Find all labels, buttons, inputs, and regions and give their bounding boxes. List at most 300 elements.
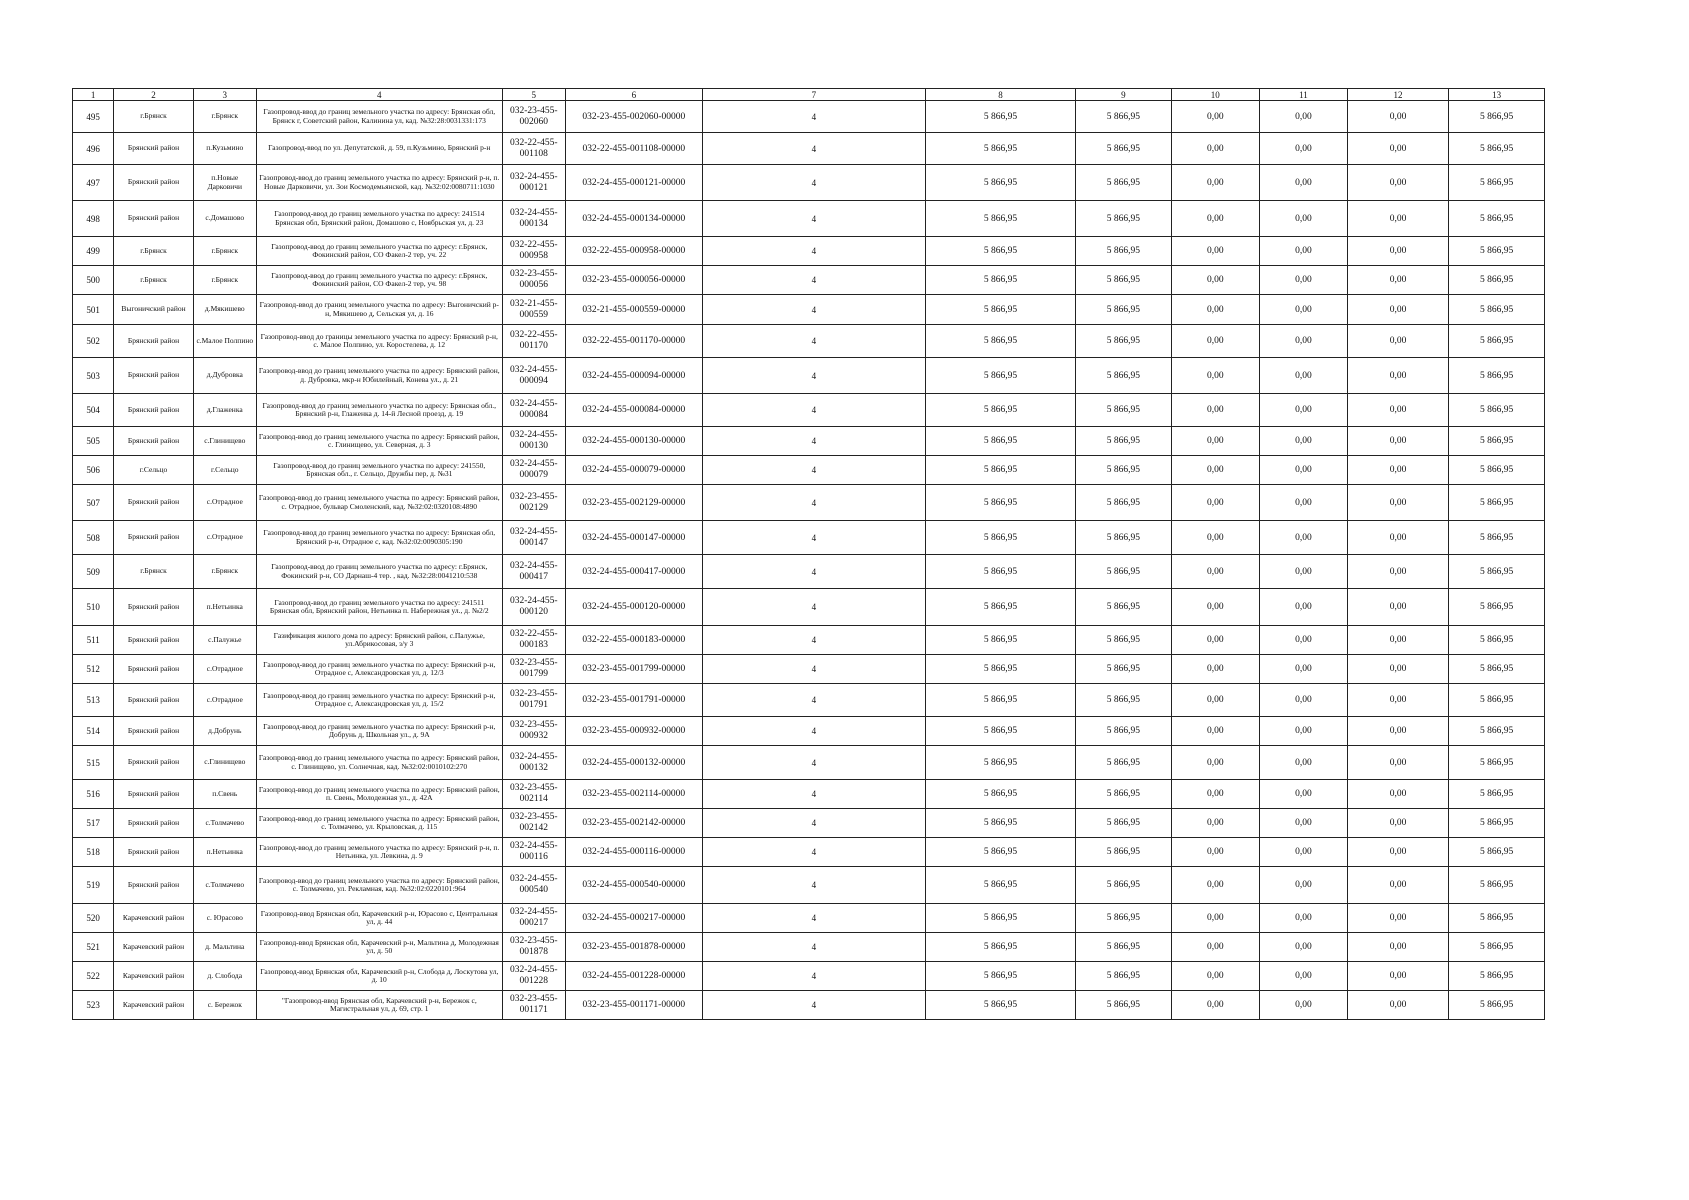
description-cell: Газопровод-ввод Брянская обл, Карачевский р-н, Мальтина д, Молодежная ул, д. 50: [256, 933, 502, 962]
description-cell: "Газопровод-ввод Брянская обл, Карачевский р-н, Бережок с, Магистральная ул, д. 69, стр. 1: [256, 991, 502, 1020]
amount-cell: 0,00: [1347, 655, 1448, 684]
row-number: 509: [73, 555, 114, 589]
table-row: [73, 991, 1545, 1020]
quantity-cell: 4: [702, 201, 925, 237]
short-code-cell: 032-23-455-001799: [502, 655, 565, 684]
object-code-cell: 032-23-455-002060-00000: [565, 101, 702, 133]
amount-cell: 0,00: [1171, 809, 1259, 838]
locality-cell: с.Домашово: [193, 201, 256, 237]
object-code-cell: 032-24-455-000147-00000: [565, 521, 702, 555]
amount-cell: 5 866,95: [1076, 133, 1172, 165]
district-cell: г.Брянск: [114, 237, 193, 266]
total-cell: 5 866,95: [1449, 165, 1545, 201]
quantity-cell: 4: [702, 555, 925, 589]
district-cell: Брянский район: [114, 838, 193, 867]
object-code-cell: 032-22-455-000958-00000: [565, 237, 702, 266]
row-number: 505: [73, 427, 114, 456]
total-cell: 5 866,95: [1449, 485, 1545, 521]
description-cell: Газопровод-ввод до границ земельного участка по адресу: г.Брянск, Фокинский р-н, СО Дарнаш-4 тер. , кад. №32:28:0041210:538: [256, 555, 502, 589]
total-cell: 5 866,95: [1449, 201, 1545, 237]
row-number: 517: [73, 809, 114, 838]
amount-cell: 0,00: [1171, 237, 1259, 266]
amount-cell: 5 866,95: [925, 237, 1075, 266]
row-number: 503: [73, 358, 114, 394]
amount-cell: 0,00: [1259, 684, 1347, 717]
row-number: 500: [73, 266, 114, 295]
amount-cell: 5 866,95: [925, 904, 1075, 933]
table-row: [73, 358, 1545, 394]
data-table: [72, 88, 1545, 1020]
description-cell: Газопровод-ввод по ул. Депутатской, д. 59, п.Кузьмино, Брянский р-н: [256, 133, 502, 165]
description-cell: Газопровод-ввод до границы земельного участка по адресу: Брянский р-н, с. Малое Полпино, ул. Коростелева, д. 12: [256, 325, 502, 358]
amount-cell: 0,00: [1171, 717, 1259, 746]
column-header: 6: [565, 89, 702, 101]
row-number: 507: [73, 485, 114, 521]
amount-cell: 5 866,95: [1076, 780, 1172, 809]
amount-cell: 5 866,95: [925, 933, 1075, 962]
amount-cell: 5 866,95: [1076, 809, 1172, 838]
amount-cell: 5 866,95: [925, 358, 1075, 394]
row-number: 499: [73, 237, 114, 266]
description-cell: Газификация жилого дома по адресу: Брянский район, с.Палужье, ул.Абрикосовая, з/у 3: [256, 626, 502, 655]
locality-cell: с.Отрадное: [193, 521, 256, 555]
amount-cell: 0,00: [1259, 133, 1347, 165]
row-number: 514: [73, 717, 114, 746]
amount-cell: 5 866,95: [925, 394, 1075, 427]
row-number: 501: [73, 295, 114, 325]
row-number: 502: [73, 325, 114, 358]
total-cell: 5 866,95: [1449, 555, 1545, 589]
row-number: 498: [73, 201, 114, 237]
amount-cell: 5 866,95: [1076, 394, 1172, 427]
amount-cell: 5 866,95: [1076, 485, 1172, 521]
district-cell: Брянский район: [114, 684, 193, 717]
quantity-cell: 4: [702, 427, 925, 456]
amount-cell: 5 866,95: [1076, 521, 1172, 555]
locality-cell: с.Толмачево: [193, 867, 256, 904]
table-row: [73, 456, 1545, 485]
object-code-cell: 032-23-455-002129-00000: [565, 485, 702, 521]
amount-cell: 0,00: [1347, 201, 1448, 237]
object-code-cell: 032-21-455-000559-00000: [565, 295, 702, 325]
district-cell: Карачевский район: [114, 962, 193, 991]
description-cell: Газопровод-ввод до границ земельного участка по адресу: 241514 Брянская обл, Брянский район, Домашово с, Ноябрьская ул, д. 23: [256, 201, 502, 237]
district-cell: Брянский район: [114, 521, 193, 555]
amount-cell: 0,00: [1171, 456, 1259, 485]
amount-cell: 5 866,95: [1076, 867, 1172, 904]
description-cell: Газопровод-ввод до границ земельного участка по адресу: Брянский р-н, Отрадное с, Александровская ул, д. 12/3: [256, 655, 502, 684]
district-cell: Брянский район: [114, 867, 193, 904]
locality-cell: г.Брянск: [193, 101, 256, 133]
column-header: 10: [1171, 89, 1259, 101]
quantity-cell: 4: [702, 237, 925, 266]
column-header: 9: [1076, 89, 1172, 101]
total-cell: 5 866,95: [1449, 717, 1545, 746]
amount-cell: 0,00: [1171, 626, 1259, 655]
object-code-cell: 032-24-455-000130-00000: [565, 427, 702, 456]
amount-cell: 0,00: [1171, 655, 1259, 684]
amount-cell: 0,00: [1259, 101, 1347, 133]
amount-cell: 5 866,95: [925, 809, 1075, 838]
district-cell: Брянский район: [114, 655, 193, 684]
amount-cell: 0,00: [1171, 780, 1259, 809]
short-code-cell: 032-24-455-000132: [502, 746, 565, 780]
row-number: 520: [73, 904, 114, 933]
amount-cell: 0,00: [1347, 165, 1448, 201]
object-code-cell: 032-23-455-001799-00000: [565, 655, 702, 684]
total-cell: 5 866,95: [1449, 809, 1545, 838]
description-cell: Газопровод-ввод до границ земельного участка по адресу: Выгоничский р-н, Мякишево д, Сельская ул, д. 16: [256, 295, 502, 325]
district-cell: Брянский район: [114, 133, 193, 165]
quantity-cell: 4: [702, 358, 925, 394]
amount-cell: 0,00: [1347, 555, 1448, 589]
district-cell: Брянский район: [114, 780, 193, 809]
table-row: [73, 394, 1545, 427]
short-code-cell: 032-23-455-002060: [502, 101, 565, 133]
total-cell: 5 866,95: [1449, 589, 1545, 626]
amount-cell: 5 866,95: [1076, 427, 1172, 456]
total-cell: 5 866,95: [1449, 427, 1545, 456]
table-row: [73, 485, 1545, 521]
locality-cell: п.Нетьинка: [193, 838, 256, 867]
object-code-cell: 032-22-455-001108-00000: [565, 133, 702, 165]
table-row: [73, 746, 1545, 780]
amount-cell: 5 866,95: [1076, 962, 1172, 991]
total-cell: 5 866,95: [1449, 101, 1545, 133]
amount-cell: 5 866,95: [925, 991, 1075, 1020]
amount-cell: 5 866,95: [925, 684, 1075, 717]
district-cell: Брянский район: [114, 427, 193, 456]
column-header: 5: [502, 89, 565, 101]
total-cell: 5 866,95: [1449, 295, 1545, 325]
amount-cell: 0,00: [1259, 266, 1347, 295]
description-cell: Газопровод-ввод до границ земельного участка по адресу: Брянская обл, Брянский р-н, Отрадное с, кад. №32:02:0090305:190: [256, 521, 502, 555]
locality-cell: д.Мякишево: [193, 295, 256, 325]
district-cell: Карачевский район: [114, 933, 193, 962]
amount-cell: 0,00: [1171, 101, 1259, 133]
amount-cell: 0,00: [1347, 626, 1448, 655]
locality-cell: г.Сельцо: [193, 456, 256, 485]
quantity-cell: 4: [702, 521, 925, 555]
amount-cell: 0,00: [1171, 867, 1259, 904]
amount-cell: 0,00: [1259, 555, 1347, 589]
description-cell: Газопровод-ввод до границ земельного участка по адресу: Брянский район, п. Свень, Молодежная ул., д. 42А: [256, 780, 502, 809]
amount-cell: 0,00: [1259, 521, 1347, 555]
description-cell: Газопровод-ввод до границ земельного участка по адресу: Брянский р-н, п. Нетьинка, ул. Левкина, д. 9: [256, 838, 502, 867]
table-row: [73, 521, 1545, 555]
amount-cell: 0,00: [1347, 589, 1448, 626]
amount-cell: 0,00: [1171, 991, 1259, 1020]
row-number: 497: [73, 165, 114, 201]
short-code-cell: 032-23-455-002114: [502, 780, 565, 809]
short-code-cell: 032-24-455-000217: [502, 904, 565, 933]
quantity-cell: 4: [702, 325, 925, 358]
quantity-cell: 4: [702, 133, 925, 165]
amount-cell: 5 866,95: [1076, 933, 1172, 962]
quantity-cell: 4: [702, 809, 925, 838]
amount-cell: 0,00: [1259, 485, 1347, 521]
locality-cell: с.Отрадное: [193, 655, 256, 684]
amount-cell: 5 866,95: [925, 201, 1075, 237]
district-cell: Выгоничский район: [114, 295, 193, 325]
table-row: [73, 427, 1545, 456]
object-code-cell: 032-24-455-000094-00000: [565, 358, 702, 394]
amount-cell: 5 866,95: [1076, 626, 1172, 655]
amount-cell: 0,00: [1347, 133, 1448, 165]
amount-cell: 5 866,95: [1076, 991, 1172, 1020]
total-cell: 5 866,95: [1449, 780, 1545, 809]
amount-cell: 0,00: [1347, 394, 1448, 427]
amount-cell: 5 866,95: [925, 325, 1075, 358]
amount-cell: 5 866,95: [1076, 684, 1172, 717]
row-number: 513: [73, 684, 114, 717]
district-cell: Брянский район: [114, 485, 193, 521]
amount-cell: 5 866,95: [925, 838, 1075, 867]
amount-cell: 5 866,95: [925, 485, 1075, 521]
short-code-cell: 032-23-455-001171: [502, 991, 565, 1020]
total-cell: 5 866,95: [1449, 933, 1545, 962]
amount-cell: 5 866,95: [925, 295, 1075, 325]
short-code-cell: 032-24-455-000120: [502, 589, 565, 626]
object-code-cell: 032-23-455-002142-00000: [565, 809, 702, 838]
locality-cell: с.Глинищево: [193, 746, 256, 780]
table-row: [73, 684, 1545, 717]
amount-cell: 0,00: [1259, 589, 1347, 626]
district-cell: Брянский район: [114, 394, 193, 427]
amount-cell: 5 866,95: [925, 555, 1075, 589]
object-code-cell: 032-24-455-000084-00000: [565, 394, 702, 427]
table-row: [73, 867, 1545, 904]
description-cell: Газопровод-ввод до границ земельного участка по адресу: Брянский район, с. Толмачево, ул. Рекламная, кад. №32:02:0220101:964: [256, 867, 502, 904]
quantity-cell: 4: [702, 684, 925, 717]
short-code-cell: 032-24-455-000134: [502, 201, 565, 237]
row-number: 522: [73, 962, 114, 991]
amount-cell: 0,00: [1259, 780, 1347, 809]
row-number: 518: [73, 838, 114, 867]
quantity-cell: 4: [702, 962, 925, 991]
object-code-cell: 032-24-455-000417-00000: [565, 555, 702, 589]
amount-cell: 0,00: [1171, 684, 1259, 717]
quantity-cell: 4: [702, 589, 925, 626]
short-code-cell: 032-24-455-000147: [502, 521, 565, 555]
table-row: [73, 717, 1545, 746]
amount-cell: 0,00: [1347, 933, 1448, 962]
column-header: 13: [1449, 89, 1545, 101]
quantity-cell: 4: [702, 101, 925, 133]
short-code-cell: 032-23-455-002142: [502, 809, 565, 838]
row-number: 512: [73, 655, 114, 684]
amount-cell: 0,00: [1171, 589, 1259, 626]
locality-cell: с.Отрадное: [193, 684, 256, 717]
short-code-cell: 032-24-455-000116: [502, 838, 565, 867]
amount-cell: 0,00: [1171, 201, 1259, 237]
short-code-cell: 032-24-455-000130: [502, 427, 565, 456]
column-header-row: [73, 89, 1545, 101]
object-code-cell: 032-24-455-000079-00000: [565, 456, 702, 485]
table-row: [73, 555, 1545, 589]
district-cell: г.Брянск: [114, 101, 193, 133]
row-number: 511: [73, 626, 114, 655]
total-cell: 5 866,95: [1449, 867, 1545, 904]
object-code-cell: 032-24-455-000116-00000: [565, 838, 702, 867]
amount-cell: 0,00: [1347, 101, 1448, 133]
amount-cell: 0,00: [1347, 684, 1448, 717]
description-cell: Газопровод-ввод до границ земельного участка по адресу: Брянский район, с. Глинищево, ул. Северная, д. 3: [256, 427, 502, 456]
amount-cell: 0,00: [1259, 165, 1347, 201]
amount-cell: 0,00: [1347, 991, 1448, 1020]
amount-cell: 0,00: [1171, 962, 1259, 991]
amount-cell: 0,00: [1347, 427, 1448, 456]
amount-cell: 5 866,95: [1076, 266, 1172, 295]
amount-cell: 0,00: [1171, 165, 1259, 201]
locality-cell: д.Глаженка: [193, 394, 256, 427]
amount-cell: 5 866,95: [1076, 165, 1172, 201]
district-cell: Брянский район: [114, 201, 193, 237]
amount-cell: 0,00: [1347, 266, 1448, 295]
quantity-cell: 4: [702, 991, 925, 1020]
amount-cell: 5 866,95: [925, 101, 1075, 133]
quantity-cell: 4: [702, 717, 925, 746]
amount-cell: 5 866,95: [1076, 589, 1172, 626]
short-code-cell: 032-24-455-000121: [502, 165, 565, 201]
short-code-cell: 032-23-455-002129: [502, 485, 565, 521]
short-code-cell: 032-22-455-001108: [502, 133, 565, 165]
locality-cell: п.Новые Дарковичи: [193, 165, 256, 201]
object-code-cell: 032-23-455-000932-00000: [565, 717, 702, 746]
total-cell: 5 866,95: [1449, 521, 1545, 555]
locality-cell: с. Юрасово: [193, 904, 256, 933]
amount-cell: 0,00: [1171, 485, 1259, 521]
amount-cell: 5 866,95: [1076, 555, 1172, 589]
description-cell: Газопровод-ввод до границ земельного участка по адресу: Брянский р-н, Отрадное с, Александровская ул, д. 15/2: [256, 684, 502, 717]
amount-cell: 0,00: [1171, 521, 1259, 555]
locality-cell: с.Малое Полпино: [193, 325, 256, 358]
locality-cell: г.Брянск: [193, 237, 256, 266]
table-row: [73, 101, 1545, 133]
quantity-cell: 4: [702, 165, 925, 201]
amount-cell: 0,00: [1171, 427, 1259, 456]
amount-cell: 5 866,95: [1076, 904, 1172, 933]
object-code-cell: 032-23-455-002114-00000: [565, 780, 702, 809]
amount-cell: 0,00: [1259, 717, 1347, 746]
short-code-cell: 032-22-455-001170: [502, 325, 565, 358]
amount-cell: 0,00: [1259, 746, 1347, 780]
row-number: 510: [73, 589, 114, 626]
object-code-cell: 032-23-455-001791-00000: [565, 684, 702, 717]
total-cell: 5 866,95: [1449, 358, 1545, 394]
total-cell: 5 866,95: [1449, 133, 1545, 165]
amount-cell: 5 866,95: [925, 427, 1075, 456]
row-number: 523: [73, 991, 114, 1020]
amount-cell: 5 866,95: [925, 717, 1075, 746]
column-header: 11: [1259, 89, 1347, 101]
row-number: 496: [73, 133, 114, 165]
object-code-cell: 032-24-455-000134-00000: [565, 201, 702, 237]
amount-cell: 5 866,95: [1076, 358, 1172, 394]
locality-cell: с.Отрадное: [193, 485, 256, 521]
table-row: [73, 655, 1545, 684]
quantity-cell: 4: [702, 266, 925, 295]
amount-cell: 0,00: [1259, 655, 1347, 684]
locality-cell: п.Кузьмино: [193, 133, 256, 165]
amount-cell: 0,00: [1171, 838, 1259, 867]
description-cell: Газопровод-ввод до границ земельного участка по адресу: Брянский район, д. Дубровка, мкр-н Юбилейный, Конева ул., д. 21: [256, 358, 502, 394]
district-cell: г.Сельцо: [114, 456, 193, 485]
short-code-cell: 032-22-455-000958: [502, 237, 565, 266]
quantity-cell: 4: [702, 838, 925, 867]
column-header: 4: [256, 89, 502, 101]
row-number: 508: [73, 521, 114, 555]
amount-cell: 0,00: [1171, 394, 1259, 427]
table-row: [73, 904, 1545, 933]
quantity-cell: 4: [702, 867, 925, 904]
table-row: [73, 626, 1545, 655]
total-cell: 5 866,95: [1449, 626, 1545, 655]
row-number: 515: [73, 746, 114, 780]
object-code-cell: 032-22-455-000183-00000: [565, 626, 702, 655]
amount-cell: 5 866,95: [925, 521, 1075, 555]
table-body: [73, 101, 1545, 1020]
short-code-cell: 032-23-455-000056: [502, 266, 565, 295]
short-code-cell: 032-24-455-000540: [502, 867, 565, 904]
amount-cell: 0,00: [1347, 358, 1448, 394]
row-number: 519: [73, 867, 114, 904]
object-code-cell: 032-24-455-000217-00000: [565, 904, 702, 933]
table-row: [73, 780, 1545, 809]
quantity-cell: 4: [702, 626, 925, 655]
description-cell: Газопровод-ввод до границ земельного участка по адресу: г.Брянск, Фокинский район, СО Факел-2 тер, уч. 98: [256, 266, 502, 295]
total-cell: 5 866,95: [1449, 237, 1545, 266]
amount-cell: 0,00: [1259, 991, 1347, 1020]
table-row: [73, 295, 1545, 325]
amount-cell: 5 866,95: [1076, 201, 1172, 237]
row-number: 521: [73, 933, 114, 962]
district-cell: Брянский район: [114, 809, 193, 838]
locality-cell: п.Нетьинка: [193, 589, 256, 626]
locality-cell: д.Добрунь: [193, 717, 256, 746]
locality-cell: с.Глинищево: [193, 427, 256, 456]
quantity-cell: 4: [702, 456, 925, 485]
short-code-cell: 032-21-455-000559: [502, 295, 565, 325]
row-number: 495: [73, 101, 114, 133]
short-code-cell: 032-23-455-001878: [502, 933, 565, 962]
amount-cell: 5 866,95: [925, 780, 1075, 809]
amount-cell: 0,00: [1259, 295, 1347, 325]
table-row: [73, 266, 1545, 295]
quantity-cell: 4: [702, 394, 925, 427]
quantity-cell: 4: [702, 655, 925, 684]
amount-cell: 0,00: [1259, 358, 1347, 394]
amount-cell: 5 866,95: [1076, 717, 1172, 746]
district-cell: Брянский район: [114, 358, 193, 394]
amount-cell: 0,00: [1347, 780, 1448, 809]
district-cell: Брянский район: [114, 626, 193, 655]
object-code-cell: 032-24-455-000540-00000: [565, 867, 702, 904]
total-cell: 5 866,95: [1449, 394, 1545, 427]
amount-cell: 0,00: [1171, 746, 1259, 780]
short-code-cell: 032-22-455-000183: [502, 626, 565, 655]
row-number: 516: [73, 780, 114, 809]
row-number: 506: [73, 456, 114, 485]
object-code-cell: 032-24-455-001228-00000: [565, 962, 702, 991]
amount-cell: 0,00: [1347, 717, 1448, 746]
district-cell: Карачевский район: [114, 991, 193, 1020]
amount-cell: 0,00: [1259, 427, 1347, 456]
amount-cell: 5 866,95: [925, 133, 1075, 165]
column-header: 7: [702, 89, 925, 101]
amount-cell: 0,00: [1259, 201, 1347, 237]
total-cell: 5 866,95: [1449, 266, 1545, 295]
